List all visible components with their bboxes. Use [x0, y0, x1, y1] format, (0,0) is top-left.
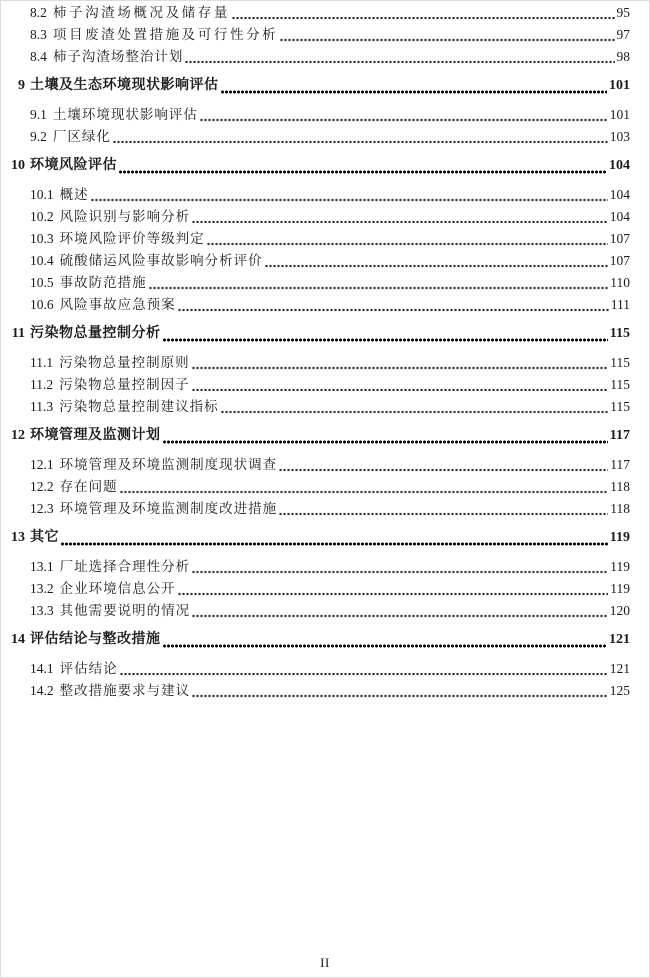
- toc-entry-title: 硫酸储运风险事故影响分析评价: [59, 253, 263, 268]
- toc-entry-title: 环境风险评估: [30, 158, 117, 173]
- toc-entry-10.3[interactable]: [0, 228, 630, 250]
- dot-leader: [279, 512, 608, 516]
- dot-leader: [178, 592, 609, 596]
- toc-entry-9[interactable]: [0, 75, 630, 97]
- toc-entry-title: 厂区绿化: [52, 129, 111, 144]
- toc-entry-11.2[interactable]: [0, 374, 630, 396]
- dot-leader: [113, 140, 608, 144]
- dot-leader: [163, 338, 608, 342]
- dot-leader: [185, 60, 614, 64]
- dot-leader: [192, 388, 609, 392]
- dot-leader: [192, 220, 608, 224]
- dot-leader: [207, 242, 608, 246]
- toc-entry-number: 12.3: [30, 501, 54, 516]
- toc-entry-page-number: 107: [609, 231, 630, 246]
- toc-entry-page-number: 111: [610, 297, 630, 312]
- dot-leader: [192, 614, 608, 618]
- dot-leader: [91, 198, 608, 202]
- toc-entry-title: 评估结论: [59, 661, 118, 676]
- toc-entry-14.1[interactable]: [0, 658, 630, 680]
- toc-entry-title: 评估结论与整改措施: [30, 632, 161, 647]
- toc-entry-page-number: 125: [609, 683, 630, 698]
- toc-entry-8.4[interactable]: [0, 46, 630, 68]
- toc-entry-number: 10.6: [30, 297, 54, 312]
- toc-entry-13.1[interactable]: [0, 556, 630, 578]
- toc-entry-page-number: 119: [610, 581, 630, 596]
- dot-leader: [232, 16, 615, 20]
- toc-entry-number: 11.1: [30, 355, 54, 370]
- toc-entry-page-number: 97: [616, 27, 630, 42]
- toc-entry-page-number: 119: [610, 559, 630, 574]
- toc-entry-12.2[interactable]: [0, 476, 630, 498]
- toc-entry-number: 14.1: [30, 661, 54, 676]
- dot-leader: [221, 410, 609, 414]
- toc-entry-title: 污染物总量控制原则: [59, 355, 190, 370]
- dot-leader: [279, 468, 608, 472]
- toc-entry-number: 8.3: [30, 27, 47, 42]
- toc-entry-title: 土壤环境现状影响评估: [52, 107, 198, 122]
- toc-entry-page-number: 119: [609, 530, 630, 545]
- toc-entry-10.5[interactable]: [0, 272, 630, 294]
- toc-entry-page-number: 95: [616, 5, 630, 20]
- toc-entry-title: 环境管理及环境监测制度改进措施: [59, 501, 278, 516]
- dot-leader: [280, 38, 614, 42]
- toc-entry-page-number: 103: [609, 129, 630, 144]
- dot-leader: [200, 118, 608, 122]
- toc-entry-title: 柿子沟渣场整治计划: [52, 49, 184, 64]
- toc-entry-title: 厂址选择合理性分析: [59, 559, 191, 574]
- toc-entry-11.3[interactable]: [0, 396, 630, 418]
- toc-entry-13.2[interactable]: [0, 578, 630, 600]
- toc-entry-number: 12.2: [30, 479, 54, 494]
- toc-entry-number: 12: [11, 428, 25, 443]
- toc-entry-number: 13.2: [30, 581, 54, 596]
- toc-entry-9.1[interactable]: [0, 104, 630, 126]
- toc-entry-page-number: 98: [616, 49, 630, 64]
- toc-entry-9.2[interactable]: [0, 126, 630, 148]
- toc-entry-number: 10.1: [30, 187, 54, 202]
- toc-entry-title: 风险事故应急预案: [59, 297, 176, 312]
- toc-entry-8.2[interactable]: [0, 2, 630, 24]
- dot-leader: [61, 542, 608, 546]
- dot-leader: [265, 264, 608, 268]
- toc-entry-title: 污染物总量控制建议指标: [59, 399, 219, 414]
- toc-entry-number: 8.4: [30, 49, 47, 64]
- page-footer-number: II: [320, 955, 330, 970]
- toc-entry-page-number: 117: [609, 428, 630, 443]
- toc-entry-14[interactable]: [0, 629, 630, 651]
- toc-entry-page-number: 101: [609, 107, 630, 122]
- toc-entry-12[interactable]: [0, 425, 630, 447]
- toc-entry-number: 13.1: [30, 559, 54, 574]
- toc-entry-title: 其他需要说明的情况: [59, 603, 191, 618]
- toc-entry-14.2[interactable]: [0, 680, 630, 702]
- toc-entry-page-number: 107: [609, 253, 630, 268]
- toc-entry-title: 柿子沟渣场概况及储存量: [52, 5, 230, 20]
- dot-leader: [192, 694, 608, 698]
- dot-leader: [192, 366, 609, 370]
- toc-entry-number: 9: [18, 78, 25, 93]
- dot-leader: [120, 672, 608, 676]
- toc-entry-number: 8.2: [30, 5, 47, 20]
- dot-leader: [149, 286, 609, 290]
- toc-entry-number: 9.2: [30, 129, 47, 144]
- toc-entry-12.3[interactable]: [0, 498, 630, 520]
- toc-entry-number: 10.3: [30, 231, 54, 246]
- toc-entry-10.6[interactable]: [0, 294, 630, 316]
- toc-entry-10.2[interactable]: [0, 206, 630, 228]
- toc-entry-page-number: 101: [609, 78, 630, 93]
- toc-entry-10[interactable]: [0, 155, 630, 177]
- toc-entry-title: 其它: [30, 530, 59, 545]
- toc-entry-page-number: 104: [609, 187, 630, 202]
- toc-entry-number: 9.1: [30, 107, 47, 122]
- toc-entry-page-number: 121: [609, 661, 630, 676]
- toc-entry-13[interactable]: [0, 527, 630, 549]
- toc-entry-8.3[interactable]: [0, 24, 630, 46]
- toc-entry-number: 14.2: [30, 683, 54, 698]
- dot-leader: [119, 170, 607, 174]
- toc-entry-10.1[interactable]: [0, 184, 630, 206]
- toc-entry-title: 土壤及生态环境现状影响评估: [30, 78, 219, 93]
- toc-entry-number: 10.5: [30, 275, 54, 290]
- toc-entry-number: 11.2: [30, 377, 54, 392]
- toc-entry-number: 13.3: [30, 603, 54, 618]
- dot-leader: [120, 490, 609, 494]
- toc-entry-title: 风险识别与影响分析: [59, 209, 191, 224]
- toc-entry-title: 污染物总量控制因子: [59, 377, 190, 392]
- toc-entry-title: 环境管理及监测计划: [30, 428, 161, 443]
- toc-entry-title: 项目废渣处置措施及可行性分析: [52, 27, 279, 42]
- toc-entry-13.3[interactable]: [0, 600, 630, 622]
- toc-entry-title: 环境管理及环境监测制度现状调查: [59, 457, 278, 472]
- toc-entry-page-number: 110: [610, 275, 630, 290]
- toc-entry-number: 11.3: [30, 399, 54, 414]
- toc-entry-number: 10.4: [30, 253, 54, 268]
- toc-entry-number: 10.2: [30, 209, 54, 224]
- toc-entry-title: 企业环境信息公开: [59, 581, 176, 596]
- toc-entry-page-number: 115: [610, 377, 630, 392]
- toc-entry-number: 12.1: [30, 457, 54, 472]
- dot-leader: [163, 440, 608, 444]
- toc-entry-page-number: 104: [609, 158, 630, 173]
- dot-leader: [178, 308, 609, 312]
- toc-entry-page-number: 120: [609, 603, 630, 618]
- toc-entry-number: 14: [11, 632, 25, 647]
- dot-leader: [192, 570, 608, 574]
- toc-entry-title: 整改措施要求与建议: [59, 683, 191, 698]
- toc-entry-page-number: 117: [610, 457, 630, 472]
- toc-entry-title: 存在问题: [59, 479, 118, 494]
- toc-entry-number: 10: [11, 158, 25, 173]
- toc-entry-page-number: 115: [610, 399, 630, 414]
- dot-leader: [163, 644, 608, 648]
- toc-entry-11.1[interactable]: [0, 352, 630, 374]
- dot-leader: [221, 90, 608, 94]
- toc-entry-title: 污染物总量控制分析: [30, 326, 161, 341]
- toc-entry-number: 11: [11, 326, 25, 341]
- toc-entry-title: 环境风险评价等级判定: [59, 231, 205, 246]
- toc-entry-number: 13: [11, 530, 25, 545]
- toc-entry-title: 事故防范措施: [59, 275, 147, 290]
- toc-entry-title: 概述: [59, 187, 89, 202]
- toc-entry-page-number: 121: [609, 632, 630, 647]
- toc-entry-page-number: 118: [610, 479, 630, 494]
- toc-entry-page-number: 115: [610, 355, 630, 370]
- toc-entry-page-number: 115: [609, 326, 630, 341]
- toc-entry-11[interactable]: [0, 323, 630, 345]
- toc-entry-12.1[interactable]: [0, 454, 630, 476]
- toc-entry-page-number: 104: [609, 209, 630, 224]
- toc-entry-10.4[interactable]: [0, 250, 630, 272]
- toc-entry-page-number: 118: [610, 501, 630, 516]
